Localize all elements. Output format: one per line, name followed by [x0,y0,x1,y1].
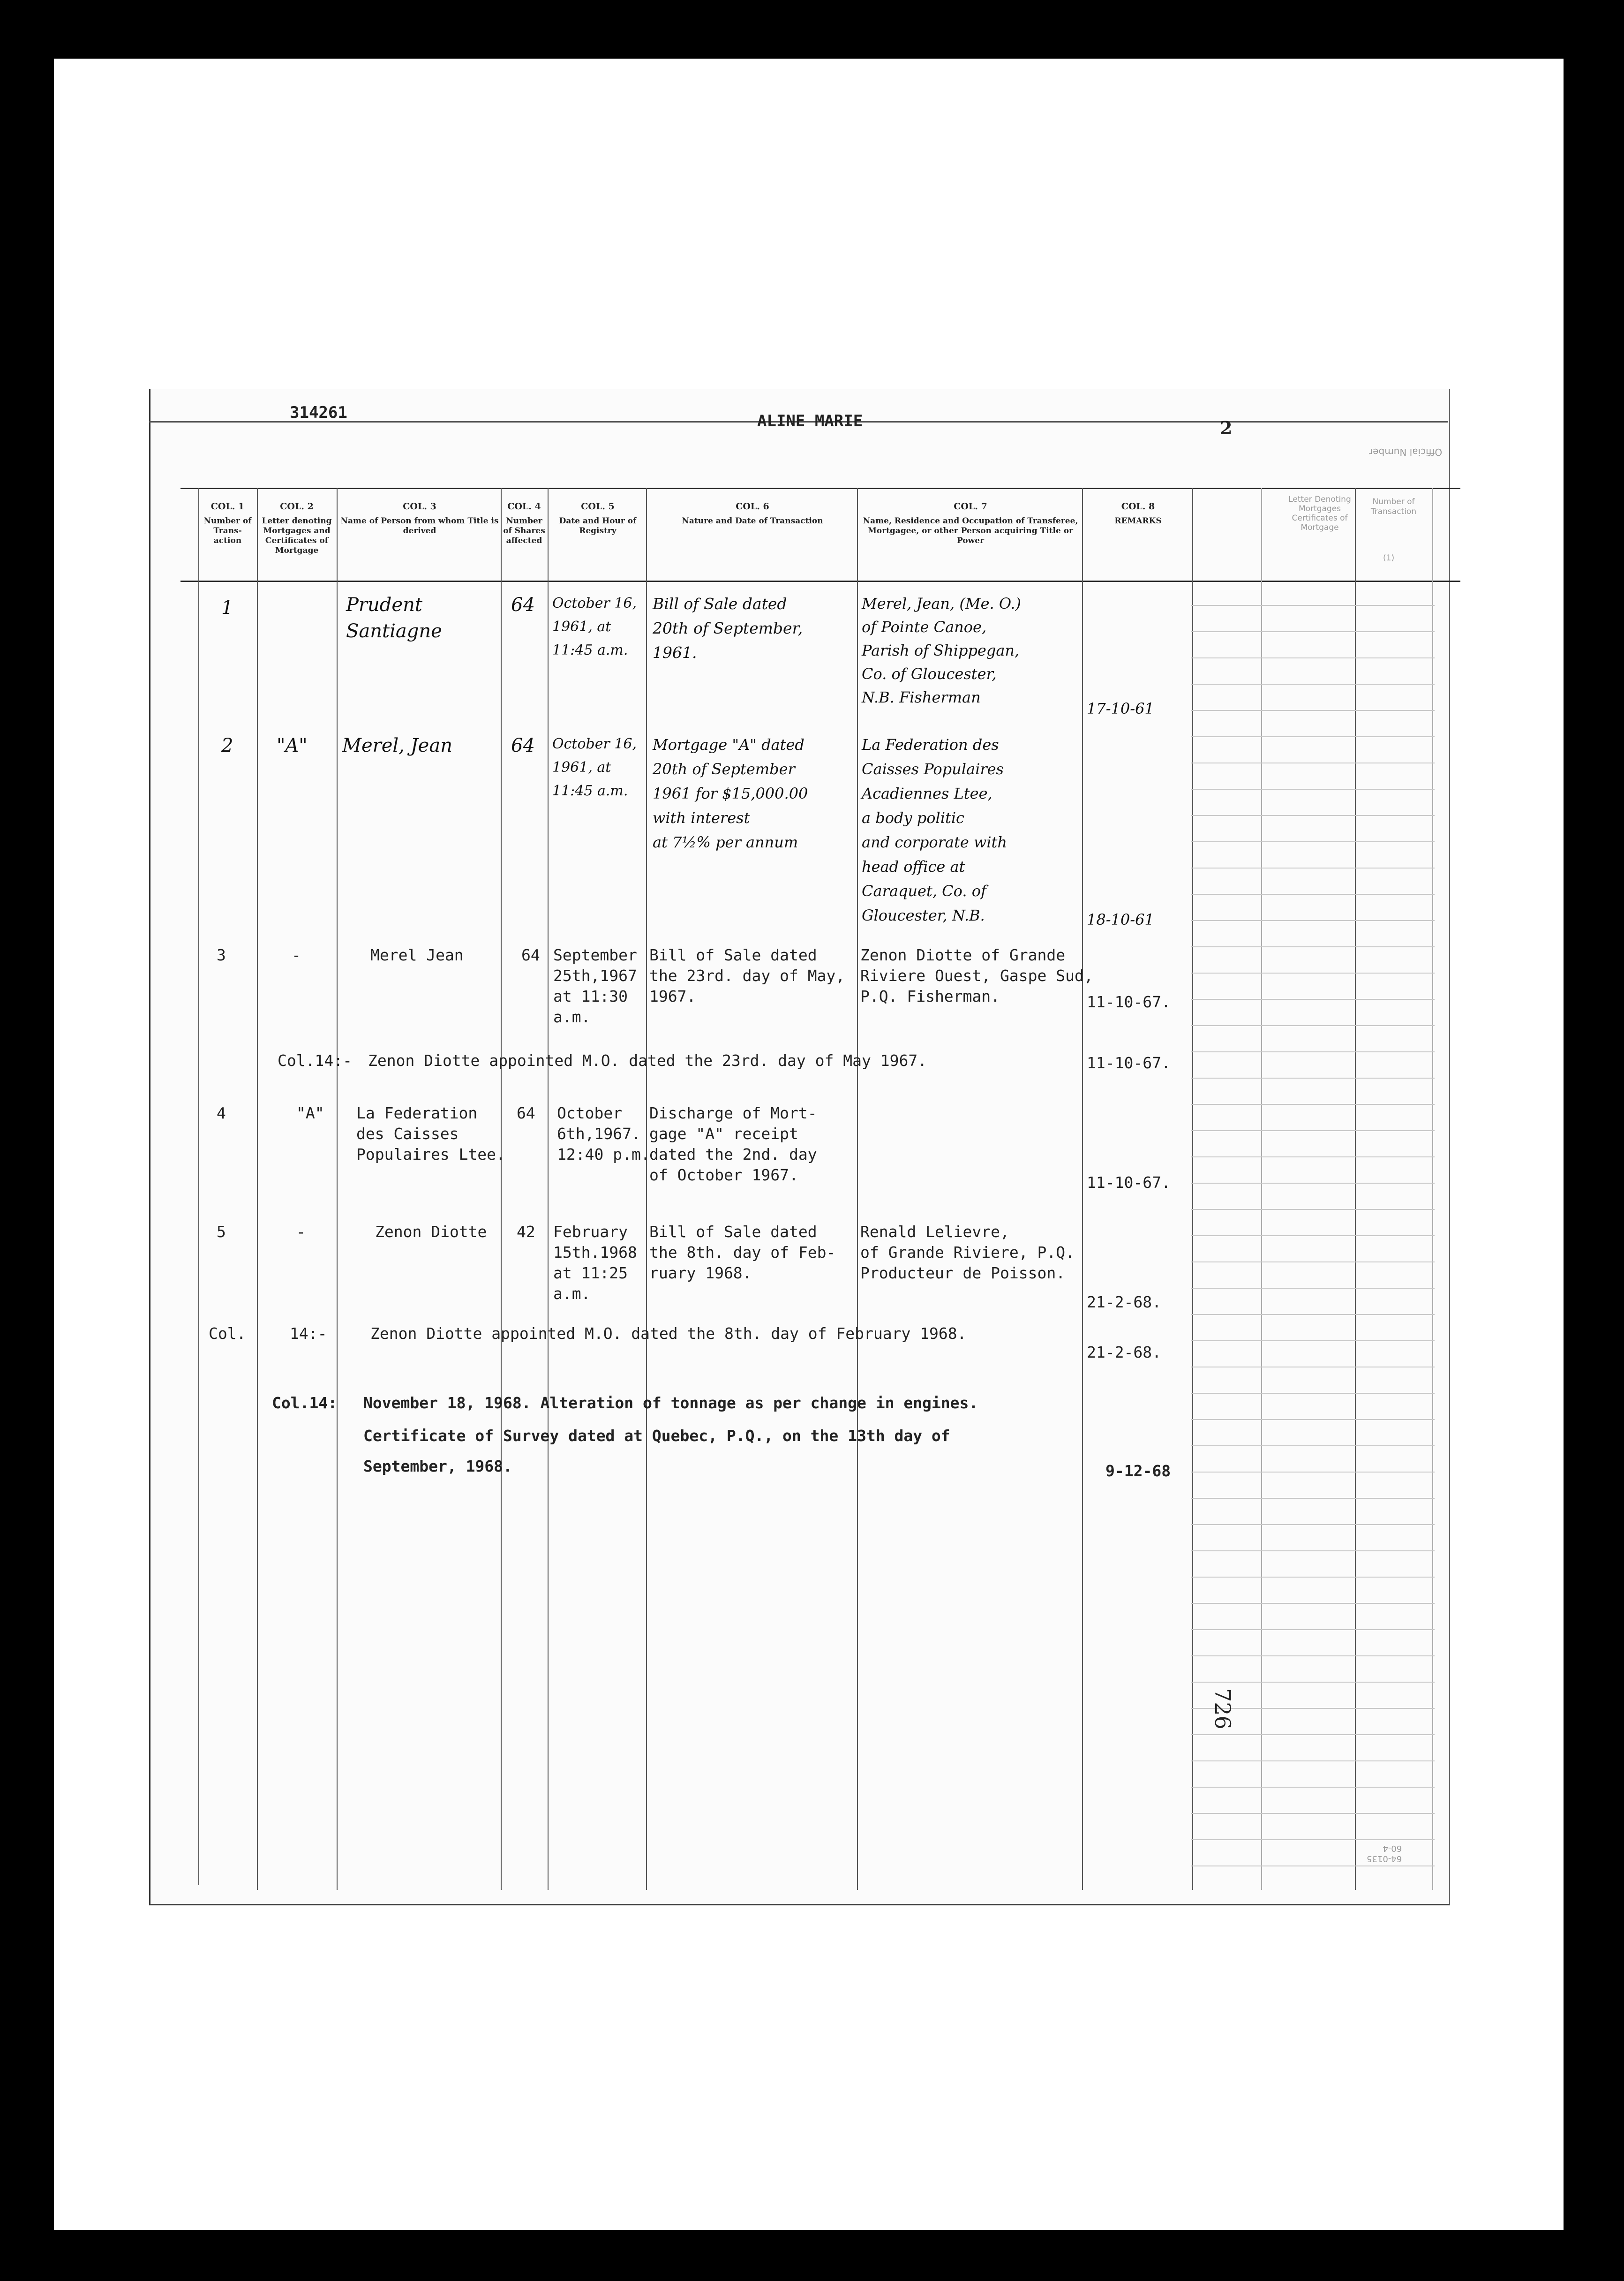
entry-1-from: Prudent Santiagne [346,594,442,642]
entry-1-transferee: Merel, Jean, (Me. O.) of Pointe Canoe, Parish of Shippegan, Co. of Gloucester, N.B. Fisherman [862,595,1021,706]
form-code: 64-0135 60-4 [1367,1843,1402,1864]
col-3-header: COL. 3 Name of Person from whom Title is derived [340,501,499,536]
col-divider-10 [1261,488,1262,1890]
ruled-line [1191,1445,1435,1446]
ship-name: ALINE MARIE [757,412,863,431]
entry-3-transferee: Zenon Diotte of Grande Riviere Ouest, Gaspe Sud, P.Q. Fisherman. [860,946,1093,1005]
note-3-prefix: Col.14: [272,1394,338,1412]
col-6-header: COL. 6 Nature and Date of Transaction [682,501,823,526]
ruled-line [1191,657,1435,658]
entry-3-number: 3 [217,946,226,964]
col-divider-12 [1432,488,1433,1890]
col-9-faint-header: Letter Denoting Mortgages Certificates of Mortgage [1288,495,1351,532]
ruled-line [1191,1340,1435,1341]
note-1-text: Zenon Diotte appointed M.O. dated the 23rd. day of May 1967. [368,1051,927,1070]
entry-2-shares: 64 [511,735,535,756]
entry-1-date: October 16, 1961, at 11:45 a.m. [552,595,637,658]
entry-2-from: Merel, Jean [342,735,452,756]
ruled-line [1191,1839,1435,1840]
folio-stamp: 726 [1210,1688,1235,1730]
col-divider-7 [857,488,858,1890]
ruled-line [1191,1288,1435,1289]
official-number: 314261 [290,403,347,422]
entry-1-nature: Bill of Sale dated 20th of September, 1961. [653,595,803,662]
entry-5-from: Zenon Diotte [375,1223,487,1241]
ruled-line [1191,1787,1435,1788]
entry-4-from: La Federation des Caisses Populaires Ltee. [356,1104,505,1163]
ruled-line [1191,1393,1435,1394]
ruled-line [1191,1734,1435,1735]
entry-2-nature: Mortgage "A" dated 20th of September 1961 for $15,000.00 with interest at 7½% per annum [653,736,808,851]
col-divider-5 [548,488,549,1890]
entry-4-number: 4 [217,1104,226,1122]
ruled-line [1191,946,1435,947]
entry-4-letter: "A" [296,1104,324,1122]
entry-3-date: September 25th,1967 at 11:30 a.m. [553,946,637,1026]
entry-5-letter: - [296,1223,306,1241]
ruled-line [1191,710,1435,711]
entry-5-date: February 15th.1968 at 11:25 a.m. [553,1223,637,1303]
ruled-line [1191,841,1435,842]
entry-2-date: October 16, 1961, at 11:45 a.m. [552,736,637,799]
ruled-line [1191,1550,1435,1551]
entry-3-letter: - [292,946,301,964]
ruled-line [1191,1760,1435,1761]
note-3-line-2: Certificate of Survey dated at Quebec, P.Q., on the 13th day of [363,1427,950,1445]
ruled-line [1191,894,1435,895]
note-1-remarks: 11-10-67. [1087,1054,1171,1072]
entry-5-nature: Bill of Sale dated the 8th. day of Feb- ruary 1968. [649,1223,836,1282]
entry-2-transferee: La Federation des Caisses Populaires Acadiennes Ltee, a body politic and corporate with head office at Caraquet, Co. of Gloucester, N.B. [862,736,1007,924]
ruled-line [1191,1078,1435,1079]
ruled-line [1191,1104,1435,1105]
ruled-line [1191,973,1435,974]
col-10-faint-header: Number of Transaction [1370,497,1417,516]
col-1-header: COL. 1 Number of Trans- action [203,501,252,545]
ruled-line [1191,1209,1435,1210]
ruled-line [1191,815,1435,816]
col-divider-11 [1355,488,1356,1890]
ruled-line [1191,605,1435,606]
page-number: 2 [1220,417,1233,438]
entry-4-date: October 6th,1967. 12:40 p.m. [557,1104,650,1163]
entry-5-remarks: 21-2-68. [1087,1293,1161,1311]
entry-4-remarks: 11-10-67. [1087,1173,1171,1192]
ruled-line [1191,1603,1435,1604]
ruled-line [1191,1655,1435,1656]
col-divider-6 [646,488,647,1890]
ruled-line [1191,1682,1435,1683]
ruled-line [1191,1813,1435,1814]
ruled-line [1191,684,1435,685]
ruled-line [1191,920,1435,921]
ruled-line [1191,1314,1435,1315]
ruled-line [1191,1577,1435,1578]
entry-5-transferee: Renald Lelievre, of Grande Riviere, P.Q. Producteur de Poisson. [860,1223,1075,1282]
ruled-line [1191,1261,1435,1262]
ruled-line [1191,1472,1435,1473]
entry-1-number: 1 [221,597,233,619]
entry-2-letter: "A" [277,735,308,756]
ruled-line [1191,1051,1435,1052]
col-2-header: COL. 2 Letter denoting Mortgages and Certificates of Mortgage [262,501,332,555]
ruled-line [1191,1235,1435,1236]
note-2-remarks: 21-2-68. [1087,1343,1161,1361]
entry-5-shares: 42 [517,1223,535,1241]
col-8-header: COL. 8 REMARKS [1114,501,1162,526]
ruled-line [1191,736,1435,737]
col-divider-3 [337,488,338,1890]
entry-2-remarks: 18-10-61 [1087,911,1154,929]
entry-4-nature: Discharge of Mort- gage "A" receipt dated the 2nd. day of October 1967. [649,1104,817,1184]
entry-3-shares: 64 [521,946,540,964]
ruled-line [1191,868,1435,869]
ruled-line [1191,1183,1435,1184]
ruled-line [1191,1498,1435,1499]
note-3-line-1: November 18, 1968. Alteration of tonnage as per change in engines. [363,1394,978,1412]
ruled-line [1191,1629,1435,1630]
col-divider-4 [501,488,502,1890]
col-divider-8 [1082,488,1083,1890]
note-2-prefix-2: 14:- [290,1324,327,1343]
entry-1-shares: 64 [511,594,535,616]
entry-5-number: 5 [217,1223,226,1241]
note-3-line-3: September, 1968. [363,1457,512,1475]
ruled-line [1191,1419,1435,1420]
ruled-line [1191,1524,1435,1525]
entry-1-remarks: 17-10-61 [1087,700,1154,718]
col-divider-2 [257,488,258,1890]
ruled-line [1191,631,1435,632]
note-1-prefix: Col.14:- [278,1051,352,1070]
ruled-line [1191,1025,1435,1026]
col-10-faint-sub: (1) [1383,553,1395,563]
col-5-header: COL. 5 Date and Hour of Registry [559,501,637,536]
col-divider-1 [198,488,199,1885]
note-3-remarks: 9-12-68 [1105,1462,1171,1480]
entry-3-remarks: 11-10-67. [1087,993,1171,1011]
ruled-line [1191,1156,1435,1157]
entry-3-nature: Bill of Sale dated the 23rd. day of May, 1967. [649,946,845,1005]
col-7-header: COL. 7 Name, Residence and Occupation of Transferee, Mortgagee, or other Person acquiring Title or Power [863,501,1078,545]
ruled-line [1191,999,1435,1000]
faint-official-number-label: Official Number [1369,446,1443,458]
note-2-prefix: Col. [209,1324,246,1343]
entry-4-shares: 64 [517,1104,535,1122]
col-divider-9 [1192,488,1193,1890]
note-2-text: Zenon Diotte appointed M.O. dated the 8th. day of February 1968. [370,1324,967,1343]
col-4-header: COL. 4 Number of Shares affected [503,501,545,545]
entry-2-number: 2 [221,735,233,756]
ruled-line [1191,1130,1435,1131]
entry-3-from: Merel Jean [370,946,464,964]
ruled-line [1191,789,1435,790]
